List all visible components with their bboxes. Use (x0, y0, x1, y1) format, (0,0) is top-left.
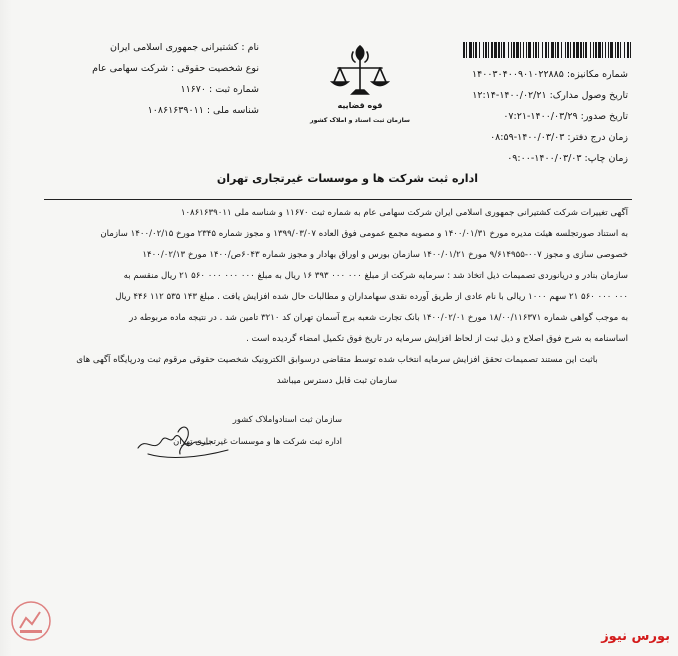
barcode-bar (535, 42, 537, 58)
barcode-bar (542, 42, 543, 58)
national-id: شناسه ملی : ۱۰۸۶۱۶۳۹۰۱۱ (147, 105, 259, 116)
company-name: نام : کشتیرانی جمهوری اسلامی ایران (110, 42, 259, 53)
barcode-bar (473, 42, 474, 58)
announcement-body (46, 203, 628, 392)
barcode-bar (508, 42, 509, 58)
barcode-bar (610, 42, 613, 58)
barcode-bar (485, 42, 487, 58)
barcode-bar (620, 42, 621, 58)
barcode-icon (463, 42, 631, 58)
body-line: سازمان ثبت قابل دسترس میباشد (276, 376, 398, 386)
barcode-bar (627, 42, 629, 58)
barcode-bar (548, 42, 549, 58)
issue-date: تاریخ صدور: ۱۴۰۰/۰۳/۲۹-۰۷:۲۱ (503, 111, 628, 122)
barcode-bar (520, 42, 521, 58)
barcode-bar (488, 42, 489, 58)
letter-number: شماره مکانیزه: ۱۴۰۰۳۰۴۰۰۹۰۱۰۲۲۸۸۵ (472, 69, 628, 80)
barcode-bar (598, 42, 601, 58)
registration-number: شماره ثبت : ۱۱۶۷۰ (180, 84, 259, 95)
signature-org: سازمان ثبت اسنادواملاک کشور (232, 414, 342, 424)
barcode-bar (545, 42, 547, 58)
barcode-bar (469, 42, 472, 58)
signature-office: اداره ثبت شرکت ها و موسسات غیرتجاری تهران (173, 436, 342, 446)
barcode-bar (475, 42, 477, 58)
body-line: به موجب گواهی شماره ۱۸/۰۰/۱۱۶۳۷۱ مورخ ۱۴۰۰/۰۲/۰۱ بانک تجارت شعبه برج آسمان تهران کد ۳۲۱۰ تامین شد . در نتیجه ماده مربوطه در (129, 313, 628, 323)
barcode-bar (494, 42, 497, 58)
barcode-bar (503, 42, 505, 58)
barcode-bar (483, 42, 484, 58)
barcode-bar (630, 42, 631, 58)
register-time: زمان درج دفتر: ۱۴۰۰/۰۳/۰۳-۰۸:۵۹ (490, 132, 628, 143)
barcode-bar (585, 42, 587, 58)
body-line: خصوصی سازی و مجوز ۰۰۷-۹/۶۱۴۹۵۵ مورخ ۱۴۰۰/۰۱/۲۱ سازمان بورس و اوراق بهادار و مجوز شماره ۶۰۴۳ص/۱۴۰۰ مورخ ۱۴۰۰/۰۲/۱۳ (142, 250, 628, 260)
body-line: ۰۰۰ ۰۰۰ ۵۶۰ ۲۱ سهم ۱۰۰۰ ریالی با نام عادی از طریق آورده نقدی سهامداران و مطالبات حال شده افزایش یافت . مبلغ ۱۴۳ ۵۳۵ ۱۱۲ ۴۴۶ ریال (115, 292, 628, 302)
brand-watermark: بورس نیوز (601, 629, 670, 644)
barcode-bar (513, 42, 515, 58)
signature-icon (108, 414, 288, 466)
judiciary-scales-emblem-icon (310, 40, 410, 132)
emblem-line1: قوه قضاییه (337, 101, 383, 110)
barcode-bar (590, 42, 591, 58)
barcode-bar (570, 42, 571, 58)
barcode-bar (511, 42, 512, 58)
barcode-bar (533, 42, 534, 58)
barcode-bar (595, 42, 597, 58)
body-line: سازمان بنادر و دریانوردی تصمیمات ذیل اتخاذ شد : سرمایه شرکت از مبلغ ۰۰۰ ۰۰۰ ۳۹۳ ۱۶ ریال به مبلغ ۰۰۰ ۰۰۰ ۰۰۰ ۵۶۰ ۲۱ ریال منقسم به (123, 271, 628, 281)
barcode-bar (602, 42, 603, 58)
body-line: باثبت این مستند تصمیمات تحقق افزایش سرمایه انتخاب شده توسط متقاضی درسوابق الکترونیک شخصیت حقوقی مرقوم ثبت ودرپایگاه آگهی های (76, 355, 598, 365)
barcode-bar (528, 42, 531, 58)
receipt-date: تاریخ وصول مدارک: ۱۴۰۰/۰۲/۲۱-۱۲:۱۴ (472, 90, 628, 101)
barcode-bar (538, 42, 539, 58)
barcode-bar (479, 42, 480, 58)
barcode-bar (498, 42, 500, 58)
barcode-bar (463, 42, 465, 58)
barcode-bar (555, 42, 556, 58)
body-line: آگهی تغییرات شرکت کشتیرانی جمهوری اسلامی ایران شرکت سهامی عام به شماره ثبت ۱۱۶۷۰ و شناسه ملی ۱۰۸۶۱۶۳۹۰۱۱ (180, 208, 628, 218)
barcode-bar (576, 42, 579, 58)
barcode-bar (580, 42, 582, 58)
barcode-bar (526, 42, 527, 58)
body-line: به استناد صورتجلسه هیئت مدیره مورخ ۱۴۰۰/۰۱/۳۱ و مصوبه مجمع عمومی فوق العاده ۱۳۹۹/۰۳/۰۷ و مجوز شماره ۲۳۴۵ مورخ ۱۴۰۰/۰۲/۱۵ سازمان (100, 229, 628, 239)
body-line: اساسنامه به شرح فوق اصلاح و ذیل ثبت از لحاظ افزایش سرمایه در تاریخ فوق تکمیل امضاء گردیده است . (246, 334, 628, 344)
barcode-bar (583, 42, 584, 58)
barcode-bar (608, 42, 609, 58)
barcode-bar (551, 42, 554, 58)
barcode-bar (593, 42, 594, 58)
office-title: اداره ثبت شرکت ها و موسسات غیرتجاری تهران (216, 172, 478, 185)
entity-type: نوع شخصیت حقوقی : شرکت سهامی عام (92, 63, 259, 74)
barcode-bar (605, 42, 606, 58)
scan-edge (0, 0, 12, 656)
barcode-bar (624, 42, 625, 58)
header-divider (44, 199, 632, 200)
barcode-bar (561, 42, 562, 58)
print-time: زمان چاپ: ۱۴۰۰/۰۳/۰۳-۰۹:۰۰ (507, 153, 628, 164)
barcode-bar (466, 42, 467, 58)
barcode-bar (615, 42, 616, 58)
barcode-bar (491, 42, 493, 58)
company-info (44, 38, 259, 122)
barcode-bar (501, 42, 502, 58)
barcode-bar (567, 42, 569, 58)
barcode-bar (557, 42, 559, 58)
barcode-bar (516, 42, 519, 58)
bourse-news-logo-icon (10, 600, 52, 642)
emblem-line2: سازمان ثبت اسناد و املاک کشور (310, 117, 410, 124)
barcode-bar (573, 42, 575, 58)
document-metadata (418, 64, 628, 169)
barcode-bar (617, 42, 619, 58)
barcode-bar (523, 42, 524, 58)
barcode-bar (565, 42, 566, 58)
